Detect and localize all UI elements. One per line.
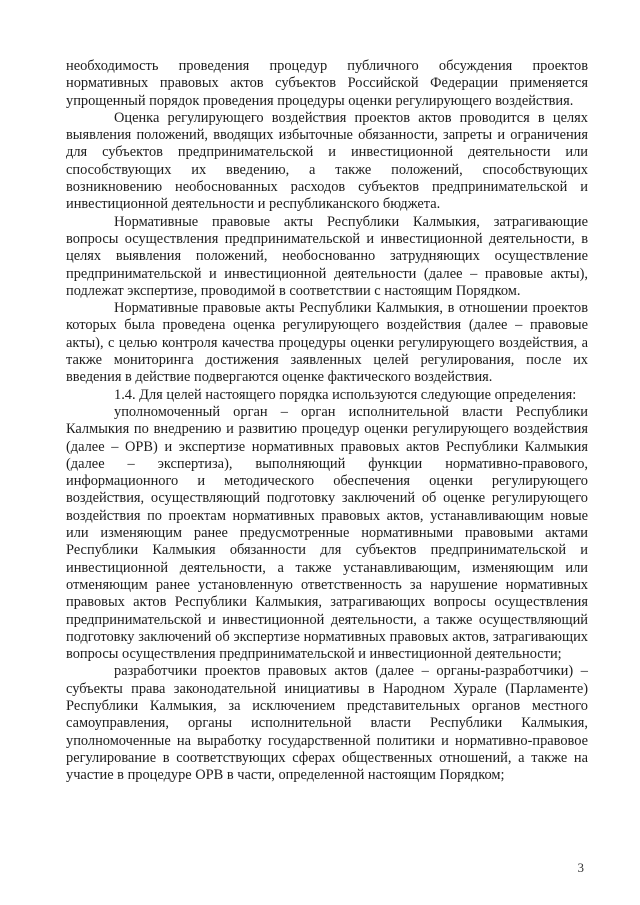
page-number: 3 [577, 860, 584, 875]
paragraph-expertise: Нормативные правовые акты Республики Калмыкия, затрагивающие вопросы осуществления предпринимательской и инвестиционной деятельности, в целях выявления положений, необоснованно затрудняющих осуществление предпринимательской и инвестиционной деятельности (далее – правовые акты), подлежат экспертизе, проводимой в соответствии с настоящим Порядком. [66, 213, 588, 299]
paragraph-definitions-heading: 1.4. Для целей настоящего порядка используются следующие определения: [114, 386, 577, 403]
document-body [66, 58, 588, 784]
paragraph-developers: разработчики проектов правовых актов (далее – органы-разработчики) – субъекты права законодательной инициативы в Народном Хурале (Парламенте) Республики Калмыкия, за исключением представительных органов местного самоуправления, органы исполнительной власти Республики Калмыкия, уполномоченные на выработку государственной политики и нормативно-правовое регулирование в соответствующих сферах общественных отношений, а также на участие в процедуре ОРВ в части, определенной настоящим Порядком; [66, 663, 588, 784]
paragraph-actual-impact: Нормативные правовые акты Республики Калмыкия, в отношении проектов которых была проведена оценка регулирующего воздействия (далее – правовые акты), с целью контроля качества процедуры оценки регулирующего воздействия, а также мониторинга достижения заявленных целей регулирования, после их введения в действие подвергаются оценке фактического воздействия. [66, 300, 588, 386]
paragraph-orv-purpose: Оценка регулирующего воздействия проектов актов проводится в целях выявления положений, вводящих избыточные обязанности, запреты и ограничения для субъектов предпринимательской и инвестиционной деятельности или способствующих их введению, а также положений, способствующих возникновению необоснованных расходов субъектов предпринимательской и инвестиционной деятельности и республиканского бюджета. [66, 109, 588, 213]
paragraph-continuation: необходимость проведения процедур публичного обсуждения проектов нормативных правовых актов субъектов Российской Федерации применяется упрощенный порядок проведения процедуры оценки регулирующего воздействия. [66, 58, 588, 109]
paragraph-authorized-body: уполномоченный орган – орган исполнительной власти Республики Калмыкия по внедрению и развитию процедур оценки регулирующего воздействия (далее – ОРВ) и экспертизе нормативных правовых актов Республики Калмыкия (далее – экспертиза), выполняющий функции нормативно-правового, информационного и методического обеспечения оценки регулирующего воздействия, осуществляющий подготовку заключений об оценке регулирующего воздействия по проектам нормативных правовых актов, устанавливающим новые или изменяющим ранее предусмотренные нормативными правовыми актами Республики Калмыкия обязанности для субъектов предпринимательской и инвестиционной деятельности, а также устанавливающим, изменяющим или отменяющим ранее установленную ответственность за нарушение нормативных правовых актов Республики Калмыкия, затрагивающих вопросы осуществления предпринимательской и инвестиционной деятельности, а также осуществляющий подготовку заключений об экспертизе нормативных правовых актов, затрагивающих вопросы осуществления предпринимательской и инвестиционной деятельности; [66, 403, 588, 663]
